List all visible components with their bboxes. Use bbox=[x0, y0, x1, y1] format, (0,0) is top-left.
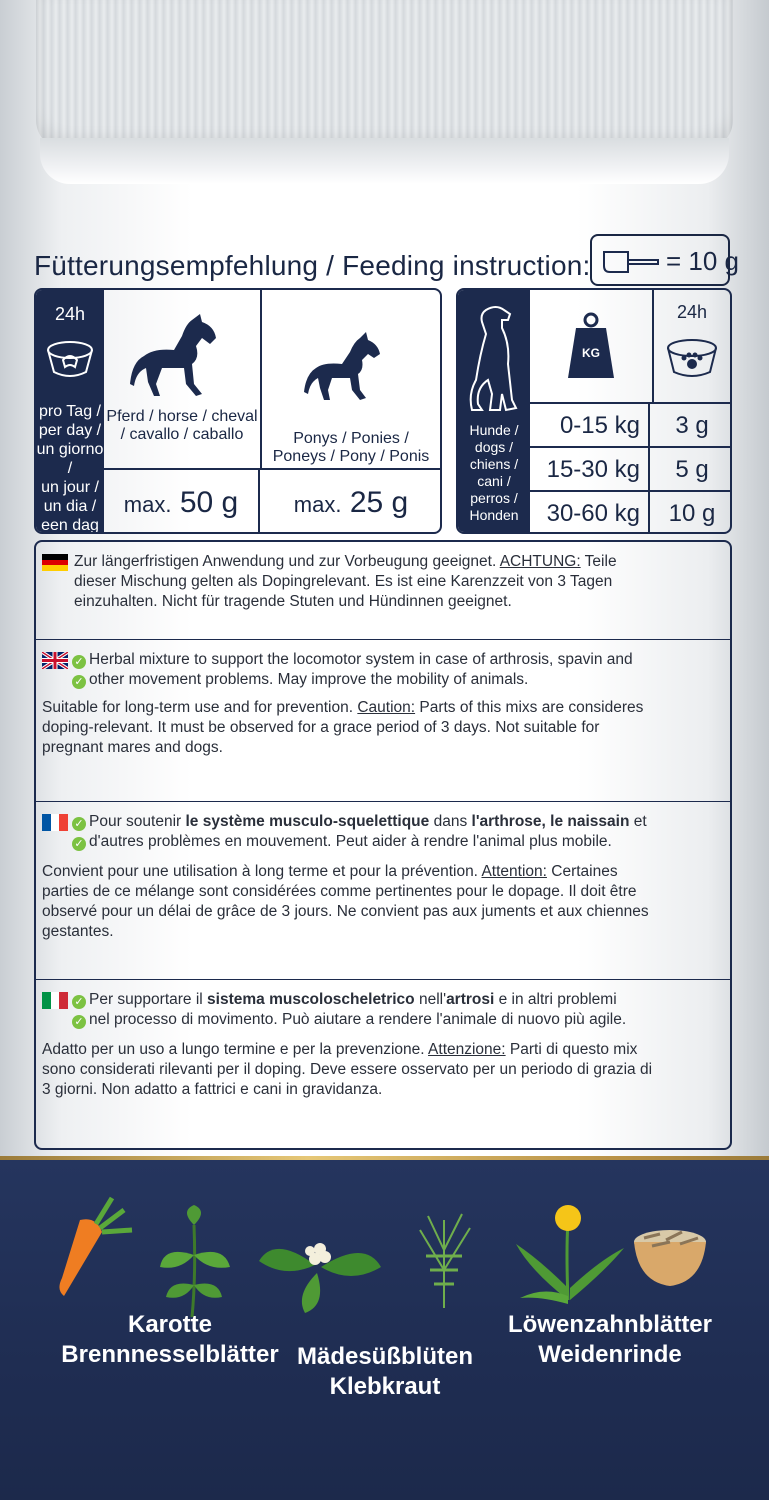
de-line3: einzuhalten. Nicht für tragende Stuten und Hündinnen geeignet. bbox=[74, 593, 512, 610]
de-line1-b: Teile bbox=[580, 553, 617, 570]
dog-per-day-header bbox=[652, 290, 732, 402]
horse-icon bbox=[130, 312, 230, 402]
check-icon: ✓ bbox=[72, 995, 86, 1009]
french-text bbox=[72, 812, 728, 852]
en-check1: Herbal mixture to support the locomotor system in case of arthrosis, spavin and bbox=[89, 651, 633, 668]
pony-label-line: Ponys / Ponies / bbox=[293, 430, 409, 447]
carrot-icon bbox=[50, 1190, 140, 1300]
fr-line1-b: Certaines bbox=[546, 863, 618, 880]
dog-label-line: Honden bbox=[469, 507, 519, 523]
dog-weight-row bbox=[530, 446, 732, 492]
en-check2: other movement problems. May improve the mobility of animals. bbox=[89, 671, 529, 688]
en-caution-label: Caution: bbox=[357, 699, 416, 716]
per-day-line: un giorno / bbox=[36, 441, 104, 477]
fr-line2: parties de ce mélange sont considérées comme pertinentes pour le dopage. Il doit être bbox=[42, 883, 637, 900]
en-line1-a: Suitable for long-term use and for prevention. bbox=[42, 699, 358, 716]
herb-name: Mädesüßblüten bbox=[296, 1343, 473, 1370]
english-text bbox=[72, 650, 728, 690]
willow-bark-bowl-icon bbox=[630, 1210, 710, 1290]
herb-name: Löwenzahnblätter bbox=[507, 1311, 712, 1338]
check-icon: ✓ bbox=[72, 1015, 86, 1029]
dog-amount: 3 g bbox=[675, 412, 709, 439]
dog-weight: 15-30 kg bbox=[530, 448, 650, 492]
pony-amount-prefix: max. bbox=[293, 492, 342, 517]
pony-amount-value: 25 g bbox=[349, 486, 409, 519]
it-check1-c: nell' bbox=[414, 991, 447, 1008]
pony-amount bbox=[260, 470, 442, 534]
dog-amount: 5 g bbox=[675, 456, 709, 483]
meadowsweet-icon bbox=[255, 1225, 385, 1315]
it-line1-b: Parti di questo mix bbox=[505, 1041, 638, 1058]
en-line3: pregnant mares and dogs. bbox=[42, 739, 223, 756]
pony-label-line: Poneys / Pony / Ponis bbox=[272, 448, 430, 465]
en-line2: doping-relevant. It must be observed for a grace period of 3 days. Not suitable for bbox=[42, 719, 600, 736]
per-day-line: een dag bbox=[41, 517, 99, 534]
horse-amount-prefix: max. bbox=[123, 492, 172, 517]
horse-label-line: Pferd / horse / cheval bbox=[106, 408, 258, 425]
fr-check1-e: et bbox=[629, 813, 647, 830]
pony-label bbox=[260, 430, 442, 466]
italian-section bbox=[36, 980, 730, 1150]
it-check1-a: Per supportare il bbox=[89, 991, 208, 1008]
kg-icon-text: KG bbox=[582, 346, 600, 360]
english-section bbox=[36, 640, 730, 802]
cleavers-icon bbox=[400, 1210, 490, 1310]
dog-bowl-icon bbox=[664, 336, 720, 382]
per-day-column bbox=[36, 290, 104, 534]
it-check1-d: artrosi bbox=[446, 991, 495, 1008]
dog-label-line: dogs / bbox=[474, 439, 514, 455]
fr-check1-d: l'arthrose, le naissain bbox=[471, 813, 630, 830]
dog-label-line: chiens / bbox=[469, 456, 519, 472]
fr-line4: gestantes. bbox=[42, 923, 114, 940]
feeding-instruction-title: Fütterungsempfehlung / Feeding instruction: bbox=[34, 250, 591, 281]
horse-amount bbox=[104, 470, 260, 534]
fr-check2: d'autres problèmes en mouvement. Peut aider à rendre l'animal plus mobile. bbox=[89, 833, 612, 850]
horse-feeding-table bbox=[34, 288, 442, 534]
german-text bbox=[74, 552, 726, 612]
herb-name: Weidenrinde bbox=[538, 1341, 682, 1368]
it-check2: nel processo di movimento. Può aiutare a rendere l'animale di nuovo più agile. bbox=[89, 1011, 627, 1028]
fr-line3: observé pour un délai de grâce de 3 jours. Ne convient pas aux juments et aux chiennes bbox=[42, 903, 649, 920]
italian-flag-icon bbox=[42, 992, 68, 1009]
it-check1-b: sistema muscoloscheletrico bbox=[207, 991, 415, 1008]
dog-per-day-hours: 24h bbox=[676, 302, 708, 322]
check-icon: ✓ bbox=[72, 837, 86, 851]
uk-flag-icon bbox=[42, 652, 68, 669]
herb-name: Klebkraut bbox=[329, 1373, 441, 1400]
horse-bowl-icon bbox=[45, 334, 95, 384]
de-warning-label: ACHTUNG: bbox=[499, 553, 581, 570]
per-day-line: per day / bbox=[38, 422, 102, 439]
german-section bbox=[36, 542, 730, 640]
dog-weight-row bbox=[530, 402, 732, 448]
dog-label bbox=[458, 422, 530, 524]
it-line3: 3 giorni. Non adatto a fattrici e cani in gravidanza. bbox=[42, 1081, 383, 1098]
fr-attention-label: Attention: bbox=[481, 863, 547, 880]
de-line1-a: Zur längerfristigen Anwendung und zur Vorbeugung geeignet. bbox=[74, 553, 500, 570]
dog-weight: 0-15 kg bbox=[530, 404, 650, 448]
per-day-line: un dia / bbox=[43, 498, 97, 515]
french-usage-text bbox=[42, 862, 728, 942]
weight-header bbox=[530, 290, 654, 402]
herb-name: Brennnesselblätter bbox=[61, 1341, 279, 1368]
en-line1-b: Parts of this mixs are consideres bbox=[415, 699, 644, 716]
dog-column bbox=[458, 290, 530, 534]
french-section bbox=[36, 802, 730, 980]
english-usage-text bbox=[42, 698, 728, 758]
scoop-measure-box bbox=[590, 234, 740, 286]
french-flag-icon bbox=[42, 814, 68, 831]
dog-weight-row bbox=[530, 490, 732, 534]
scoop-icon bbox=[602, 249, 660, 275]
de-line2: dieser Mischung gelten als Dopingrelevant. Es ist eine Karenzzeit von 3 Tagen bbox=[74, 573, 613, 590]
dog-feeding-table bbox=[456, 288, 732, 534]
lid-rim bbox=[40, 138, 729, 184]
it-line1-a: Adatto per un uso a lungo termine e per la prevenzione. bbox=[42, 1041, 429, 1058]
dog-amount: 10 g bbox=[668, 500, 716, 527]
dandelion-icon bbox=[510, 1200, 630, 1310]
per-day-hours: 24h bbox=[54, 304, 86, 324]
check-icon: ✓ bbox=[72, 817, 86, 831]
multilingual-info-box bbox=[34, 540, 732, 1150]
it-check1-e: e in altri problemi bbox=[494, 991, 617, 1008]
horse-label bbox=[104, 408, 260, 444]
per-day-line: un jour / bbox=[41, 479, 99, 496]
horse-amount-value: 50 g bbox=[179, 486, 239, 519]
horse-label-line: / cavallo / caballo bbox=[120, 426, 244, 443]
horse-cell bbox=[104, 290, 262, 468]
scoop-value: = 10 g bbox=[666, 246, 740, 276]
nettle-leaves-icon bbox=[150, 1205, 240, 1320]
dog-label-line: perros / bbox=[470, 490, 518, 506]
per-day-text bbox=[36, 402, 104, 534]
fr-line1-a: Convient pour une utilisation à long terme et pour la prévention. bbox=[42, 863, 482, 880]
fr-check1-c: dans bbox=[429, 813, 472, 830]
dog-label-line: Hunde / bbox=[469, 422, 519, 438]
dog-icon bbox=[466, 304, 522, 416]
herb-name: Karotte bbox=[127, 1311, 212, 1338]
pony-icon bbox=[304, 332, 390, 402]
italian-usage-text bbox=[42, 1040, 728, 1100]
fr-check1-b: le système musculo-squelettique bbox=[185, 813, 430, 830]
herb-group-3 bbox=[480, 1310, 740, 1370]
check-icon: ✓ bbox=[72, 655, 86, 669]
it-line2: sono considerati rilevanti per il doping. Deve essere osservato per un periodo di grazia di bbox=[42, 1061, 653, 1078]
german-flag-icon bbox=[42, 554, 68, 571]
dog-label-line: cani / bbox=[477, 473, 511, 489]
tub-lid bbox=[36, 0, 733, 150]
fr-check1-a: Pour soutenir bbox=[89, 813, 186, 830]
horse-amount-row bbox=[104, 468, 442, 534]
per-day-line: pro Tag / bbox=[39, 403, 101, 420]
herb-group-2 bbox=[255, 1342, 515, 1402]
it-attention-label: Attenzione: bbox=[428, 1041, 506, 1058]
dog-weight: 30-60 kg bbox=[530, 492, 650, 534]
pony-cell bbox=[260, 290, 442, 468]
check-icon: ✓ bbox=[72, 675, 86, 689]
italian-text bbox=[72, 990, 728, 1030]
